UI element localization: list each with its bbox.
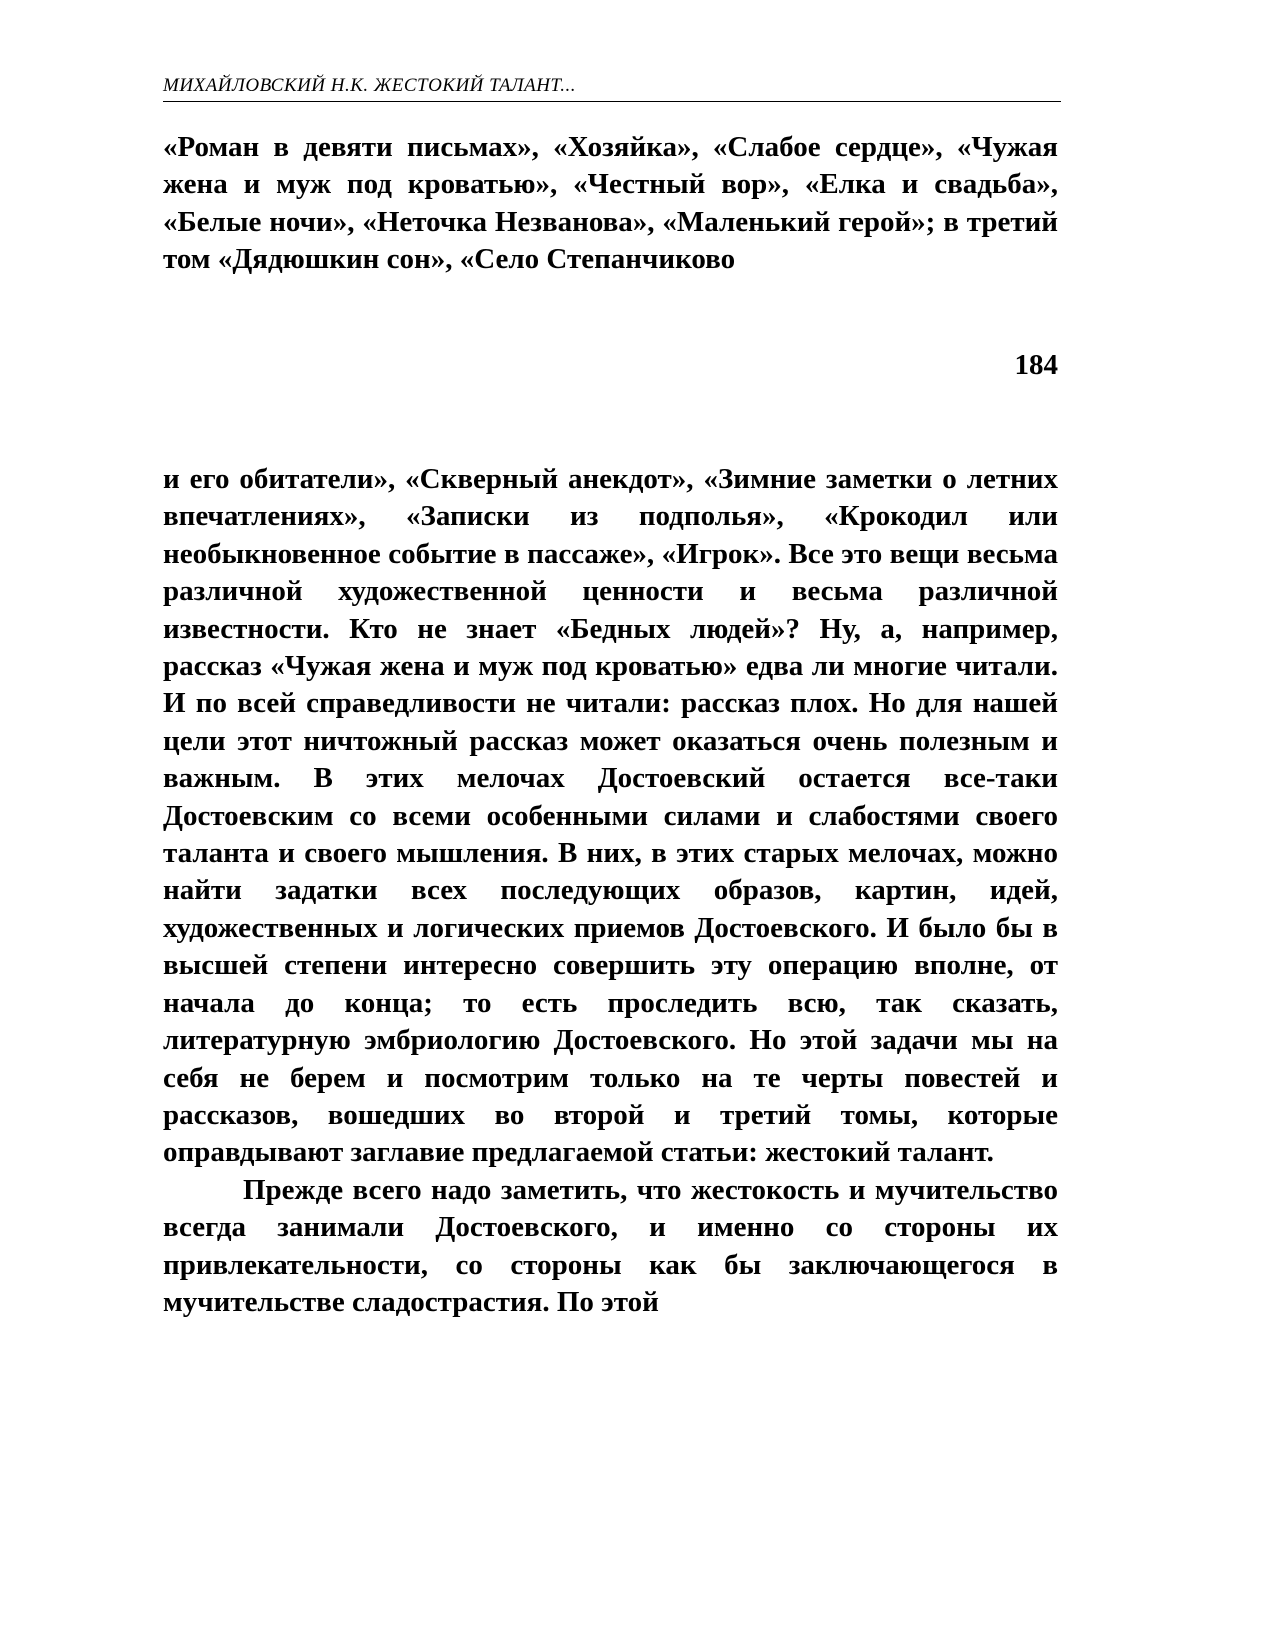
running-header: МИХАЙЛОВСКИЙ Н.К. ЖЕСТОКИЙ ТАЛАНТ... [163, 75, 577, 96]
main-text-block [163, 461, 1058, 1321]
body-paragraph-1: и его обитатели», «Скверный анекдот», «Зимние заметки о летних впечатлениях», «Записки из подполья», «Крокодил или необыкновенное событие в пассаже», «Игрок». Все это вещи весьма различной художественной ценности и весьма различной известности. Кто не знает «Бедных людей»? Ну, а, например, рассказ «Чужая жена и муж под кроватью» едва ли многие читали. И по всей справедливости не читали: рассказ плох. Но для нашей цели этот ничтожный рассказ может оказаться очень полезным и важным. В этих мелочах Достоевский остается все-таки Достоевским со всеми особенными силами и слабостями своего таланта и своего мышления. В них, в этих старых мелочах, можно найти задатки всех последующих образов, картин, идей, художественных и логических приемов Достоевского. И было бы в высшей степени интересно совершить эту операцию вполне, от начала до конца; то есть проследить всю, так сказать, литературную эмбриологию Достоевского. Но этой задачи мы на себя не берем и посмотрим только на те черты повестей и рассказов, вошедших во второй и третий томы, которые оправдывают заглавие предлагаемой статьи: жестокий талант. [163, 463, 1058, 1169]
body-paragraph-2: Прежде всего надо заметить, что жестокость и мучительство всегда занимали Достоевского, и именно со стороны их привлекательности, со стороны как бы заключающегося в мучительстве сладострастия. По этой [163, 1173, 1058, 1318]
top-paragraph: «Роман в девяти письмах», «Хозяйка», «Слабое сердце», «Чужая жена и муж под кроватью», «Честный вор», «Елка и свадьба», «Белые ночи», «Неточка Незванова», «Маленький герой»; в третий том «Дядюшкин сон», «Село Степанчиково [163, 131, 1058, 276]
header-divider [163, 101, 1061, 102]
page-number: 184 [1014, 349, 1058, 381]
top-text-block [163, 129, 1058, 279]
